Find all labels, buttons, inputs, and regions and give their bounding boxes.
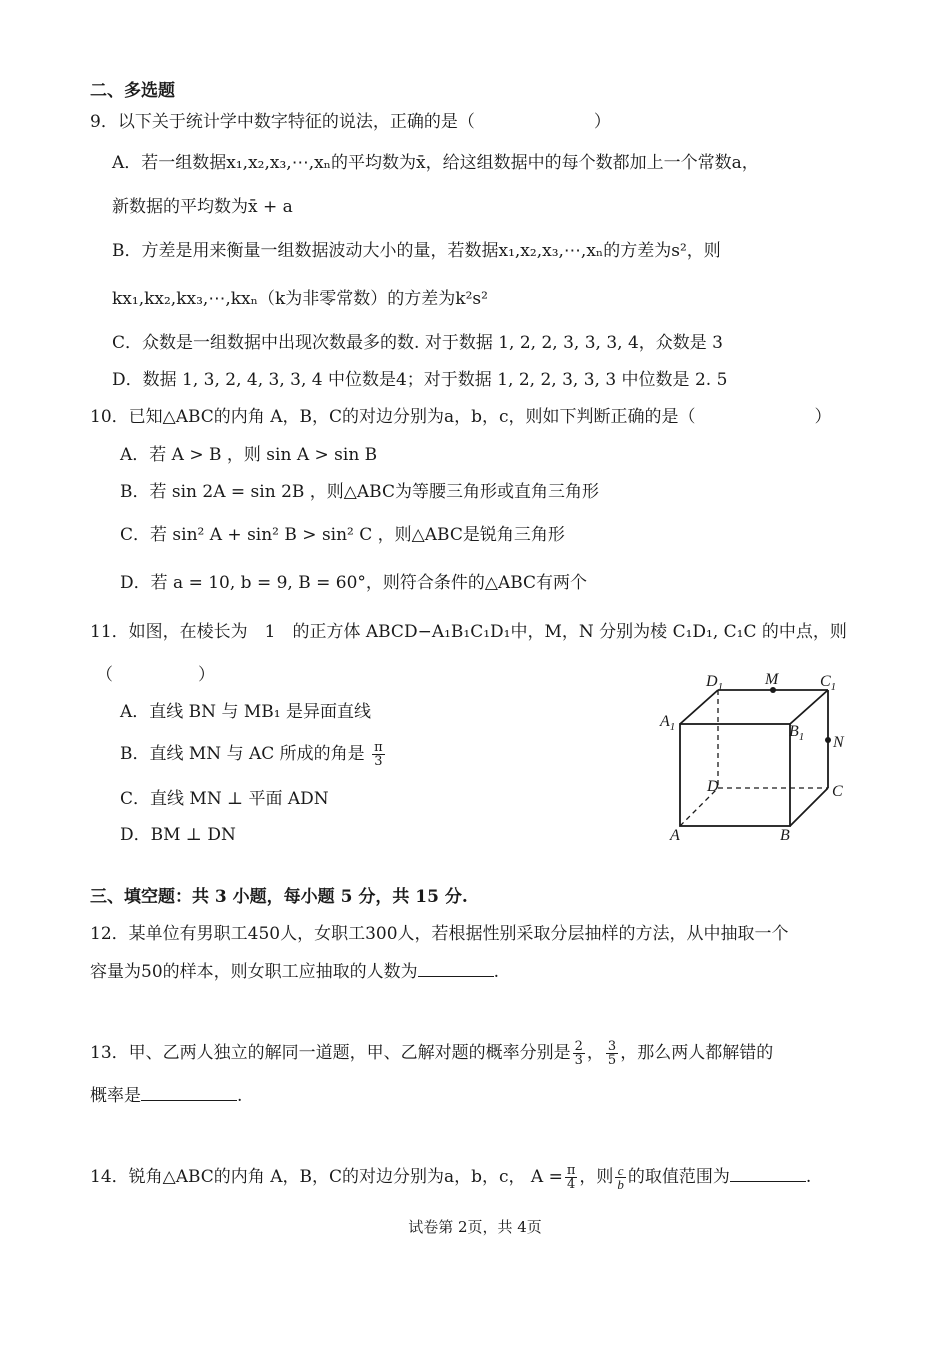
q14-text-pre: 14．锐角△ABC的内角 A，B，C的对边分别为a，b，c， A = [90,1167,563,1187]
q12-line2 [90,960,499,983]
label-m: M [765,671,779,688]
fraction-denominator: b [617,1177,624,1192]
q13-text-pre: 13．甲、乙两人独立的解同一道题，甲、乙解对题的概率分别是 [90,1043,571,1063]
fraction-denominator: 3 [574,1053,583,1068]
label-b1: $B_1$ [789,723,805,743]
q13-period: . [237,1086,243,1106]
label-a1: $A_1$ [660,713,676,733]
q14-answer-blank[interactable] [730,1165,806,1182]
q11-option-a: A．直线 BN 与 MB₁ 是异面直线 [120,702,371,722]
q9-option-d: D．数据 1, 3, 2, 4, 3, 3, 4 中位数是4；对于数据 1, 2, 2, 3, 3, 3 中位数是 2. 5 [112,370,728,390]
fraction-denominator: 5 [607,1053,617,1068]
q11-option-c: C．直线 MN ⊥ 平面 ADN [120,789,329,809]
q10-stem: 10．已知△ABC的内角 A，B，C的对边分别为a，b，c，则如下判断正确的是（ ） [90,407,832,427]
q12-line1: 12．某单位有男职工450人，女职工300人，若根据性别采取分层抽样的方法，从中抽取一个 [90,924,789,944]
fraction-numerator: π [566,1163,576,1178]
q12-answer-blank[interactable] [418,960,494,977]
q12-period: . [493,962,500,982]
q14-text-mid: ，则 [579,1167,614,1187]
q13-line2-text: 概率是 [90,1086,141,1106]
q10-option-d: D．若 a = 10, b = 9, B = 60°，则符合条件的△ABC有两个 [120,573,588,593]
q14-fraction-2 [615,1164,626,1191]
q14-fraction-1 [565,1164,578,1191]
label-n: N [833,734,844,751]
q9-stem: 9．以下关于统计学中数字特征的说法，正确的是（ ） [90,112,611,132]
q9-option-b-line2: kx₁,kx₂,kx₃,⋯,kxₙ（k为非零常数）的方差为k²s² [112,289,488,309]
fraction-denominator: 4 [566,1177,576,1192]
q10-option-b: B．若 sin 2A = sin 2B ，则△ABC为等腰三角形或直角三角形 [120,482,599,502]
cube-edge-bc [790,788,828,826]
fraction-denominator: 3 [374,754,383,769]
page-footer: 试卷第 2页，共 4页 [408,1218,542,1236]
q11-answer-paren: （ ） [96,665,215,685]
q13-line2 [90,1084,242,1107]
q10-option-c: C．若 sin² A + sin² B > sin² C ，则△ABC是锐角三角形 [120,525,565,545]
q11-option-d: D．BM ⊥ DN [120,825,236,845]
fraction-numerator: π [374,740,383,755]
cube-figure [650,660,860,850]
label-c1: $C_1$ [820,673,837,693]
q11-option-b [120,741,387,768]
cube-edge-b1c1 [790,690,828,724]
q9-option-a-line1: A．若一组数据x₁,x₂,x₃,⋯,xₙ的平均数为x̄，给这组数据中的每个数都加上一个常数a， [112,153,759,173]
q14-text-post: 的取值范围为 [627,1167,730,1187]
fraction-numerator: 2 [574,1039,583,1054]
q13-fraction-1 [573,1040,585,1067]
q14-period: . [805,1167,812,1187]
label-b: B [780,827,790,844]
q13-separator: ， [586,1043,604,1063]
q9-option-c: C．众数是一组数据中出现次数最多的数. 对于数据 1, 2, 2, 3, 3, 3, 4，众数是 3 [112,333,723,353]
label-a: A [670,827,680,844]
cube-front-face [680,724,790,826]
label-d1: $D_1$ [706,673,724,693]
label-d: D [707,778,719,795]
q11-option-b-text: B．直线 MN 与 AC 所成的角是 [120,744,365,764]
q9-option-a-line2: 新数据的平均数为x̄ + a [112,197,293,217]
section-title-multiple-choice: 二、多选题 [90,81,175,101]
q9-option-b-line1: B．方差是用来衡量一组数据波动大小的量，若数据x₁,x₂,x₃,⋯,xₙ的方差为s²，则 [112,241,721,261]
q14-line [90,1164,811,1191]
q11-stem: 11．如图，在棱长为 1 的正方体 ABCD−A₁B₁C₁D₁中，M，N 分别为棱 C₁D₁, C₁C 的中点，则 [90,622,847,642]
q13-fraction-2 [606,1040,618,1067]
q10-option-a: A．若 A > B ，则 sin A > sin B [120,445,378,465]
label-c: C [832,783,843,800]
q11-option-b-fraction [372,741,385,768]
q13-answer-blank[interactable] [141,1084,237,1101]
fraction-numerator: 3 [607,1039,617,1054]
cube-edge-a1d1 [680,690,718,724]
fraction-numerator: c [615,1164,626,1178]
q13-text-post: ，那么两人都解错的 [620,1043,774,1063]
q13-line1 [90,1040,773,1067]
midpoint-n-dot [825,737,831,743]
q12-line2-text: 容量为50的样本，则女职工应抽取的人数为 [90,962,418,982]
section-title-fill-blank: 三、填空题：共 3 小题，每小题 5 分，共 15 分. [90,887,468,907]
